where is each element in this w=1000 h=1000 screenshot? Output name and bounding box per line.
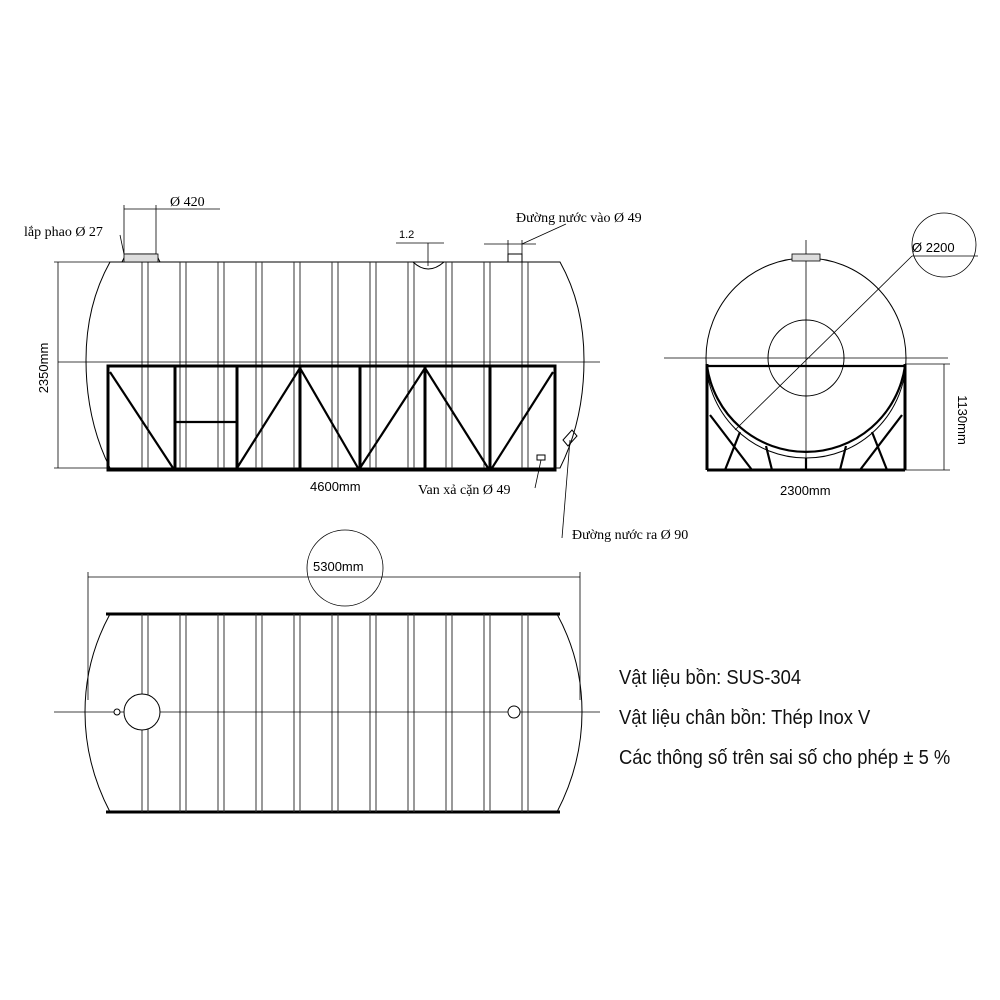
slope-label: 1.2 xyxy=(399,229,415,241)
drain-label: Van xả cặn Ø 49 xyxy=(418,483,511,498)
slope-dimension xyxy=(396,243,444,266)
specification-notes xyxy=(619,658,969,778)
inlet-leader xyxy=(484,224,566,254)
diameter-leader xyxy=(735,256,912,430)
top-tank-ribs xyxy=(142,614,528,812)
manhole-label: Ø 420 xyxy=(170,195,205,210)
diameter-label: Ø 2200 xyxy=(912,240,955,255)
outlet-label: Đường nước ra Ø 90 xyxy=(572,528,689,543)
stand-width-label: 2300mm xyxy=(780,483,831,498)
frame-length-label: 4600mm xyxy=(310,479,361,494)
tolerance-note: Các thông số trên sai số cho phép ± 5 % xyxy=(619,747,951,769)
manhole-dimension xyxy=(124,205,220,254)
end-view xyxy=(664,213,978,498)
top-view xyxy=(54,530,600,812)
top-inlet-hole xyxy=(508,706,520,718)
length-label: 5300mm xyxy=(313,559,364,574)
drain-valve xyxy=(537,455,545,460)
length-dimension xyxy=(88,572,580,700)
float-leader xyxy=(120,235,124,254)
height-dimension xyxy=(54,262,110,468)
side-view xyxy=(24,195,688,543)
inlet-pipe xyxy=(508,254,522,262)
drain-leader xyxy=(535,460,541,488)
tank-material-note: Vật liệu bồn: SUS-304 xyxy=(619,667,802,689)
vent-fitting xyxy=(413,262,444,269)
inlet-label: Đường nước vào Ø 49 xyxy=(516,211,642,226)
float-label: lắp phao Ø 27 xyxy=(24,225,103,240)
stand-material-note: Vật liệu chân bồn: Thép Inox V xyxy=(619,707,871,729)
end-top-fitting xyxy=(792,254,820,261)
height-label: 2350mm xyxy=(36,342,51,394)
stand-height-label: 1130mm xyxy=(955,395,970,445)
stand-height-dimension xyxy=(905,364,950,470)
float-fitting xyxy=(124,254,158,262)
top-manhole xyxy=(124,694,160,730)
top-float-hole xyxy=(114,709,120,715)
